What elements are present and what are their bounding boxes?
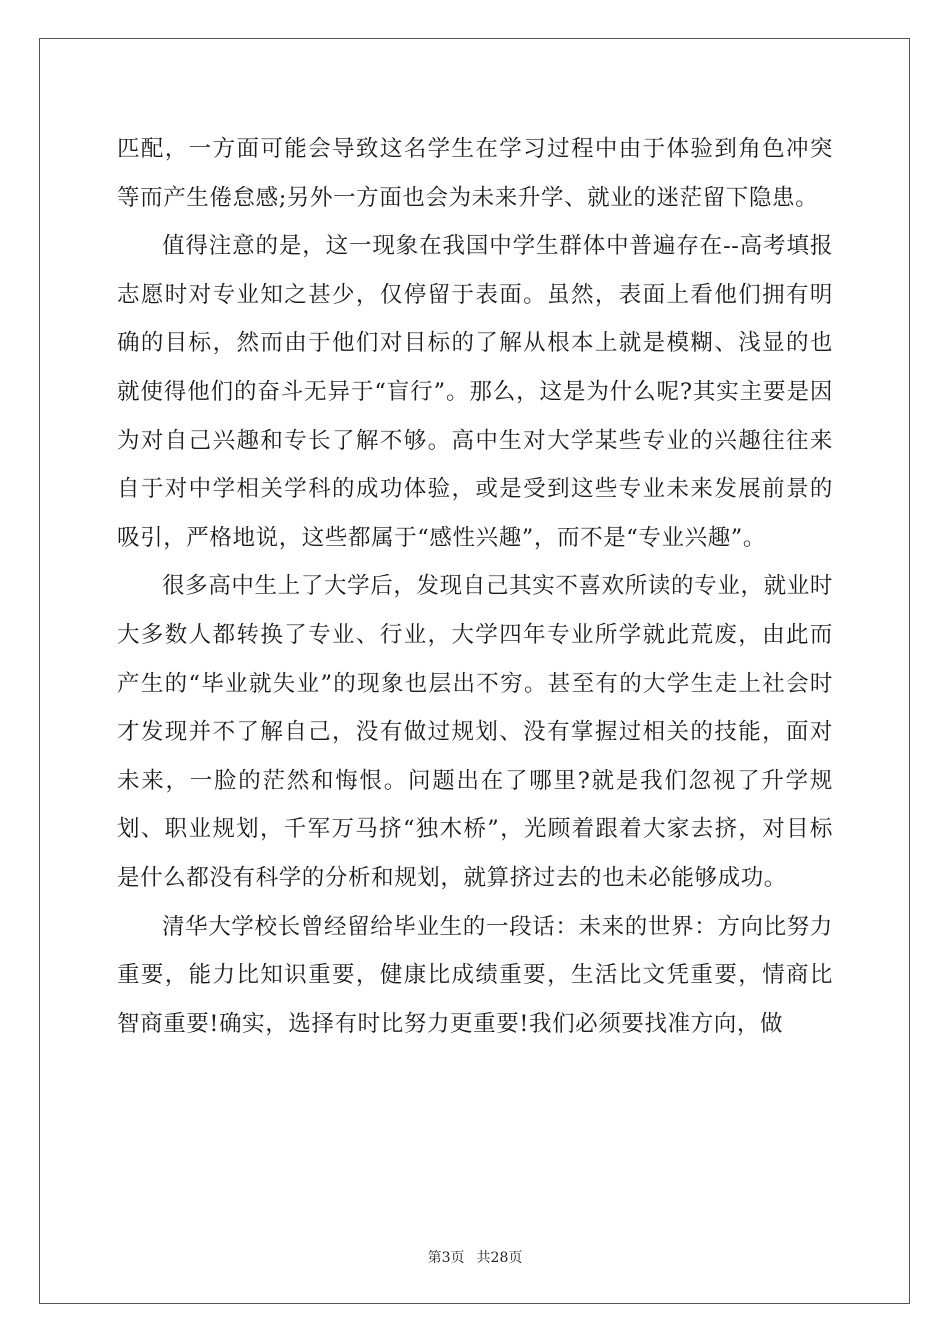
paragraph-4: 清华大学校长曾经留给毕业生的一段话：未来的世界：方向比努力重要，能力比知识重要，健康比成绩重要，生活比文凭重要，情商比智商重要!确实，选择有时比努力更重要!我们必须要找准方向，做 [117,913,833,1037]
paragraph-2: 值得注意的是，这一现象在我国中学生群体中普遍存在--高考填报志愿时对专业知之甚少，仅停留于表面。虽然，表面上看他们拥有明确的目标，然而由于他们对目标的了解从根本上就是模糊、浅显的也就使得他们的奋斗无异于“盲行”。那么，这是为什么呢?其实主要是因为对自己兴趣和专长了解不够。高中生对大学某些专业的兴趣往往来自于对中学相关学科的成功体验，或是受到这些专业未来发展前景的吸引，严格地说，这些都属于“感性兴趣”，而不是“专业兴趣”。 [117,233,833,551]
paragraph-1: 匹配，一方面可能会导致这名学生在学习过程中由于体验到角色冲突等而产生倦怠感;另外一方面也会为未来升学、就业的迷茫留下隐患。 [117,136,833,211]
document-body [117,125,833,1048]
paragraph-3: 很多高中生上了大学后，发现自己其实不喜欢所读的专业，就业时大多数人都转换了专业、行业，大学四年专业所学就此荒废，由此而产生的“毕业就失业”的现象也层出不穷。甚至有的大学生走上社会时才发现并不了解自己，没有做过规划、没有掌握过相关的技能，面对未来，一脸的茫然和悔恨。问题出在了哪里?就是我们忽视了升学规划、职业规划，千军万马挤“独木桥”，光顾着跟着大家去挤，对目标是什么都没有科学的分析和规划，就算挤过去的也未必能够成功。 [117,573,833,891]
page-number: 第3页 [427,1250,465,1266]
page-footer [0,1247,950,1267]
total-pages: 共28页 [476,1250,523,1266]
